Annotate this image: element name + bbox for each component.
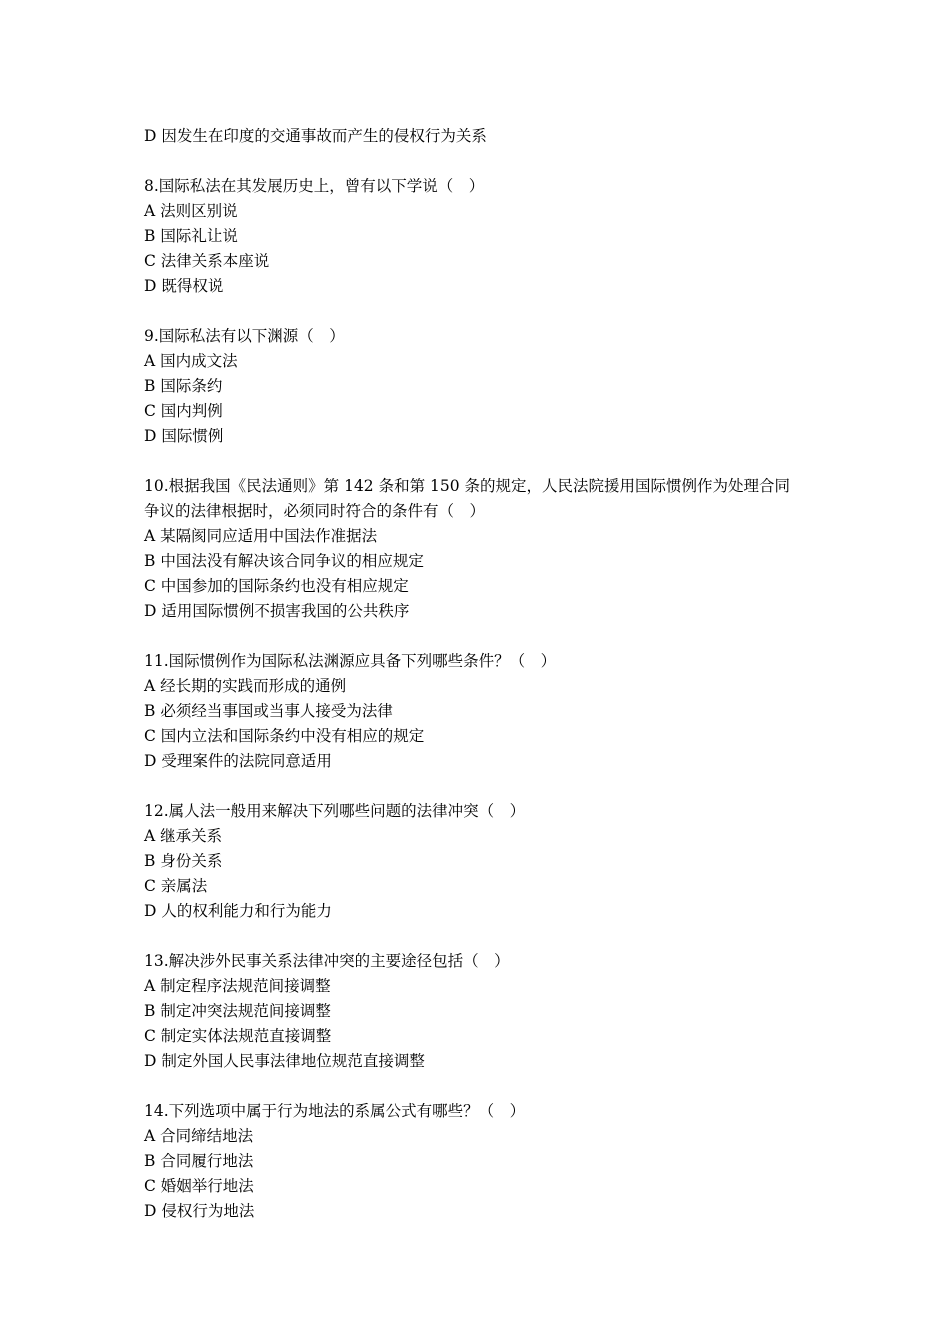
answer-option: B 制定冲突法规范间接调整 — [144, 1002, 331, 1020]
answer-option: D 国际惯例 — [144, 427, 224, 445]
question-stem: 13.解决涉外民事关系法律冲突的主要途径包括（ ） — [144, 952, 510, 970]
answer-option: D 侵权行为地法 — [144, 1202, 255, 1220]
answer-option: A 国内成文法 — [144, 352, 238, 370]
document-page — [144, 124, 824, 1224]
question-stem: 争议的法律根据时，必须同时符合的条件有（ ） — [144, 502, 486, 520]
answer-option: B 中国法没有解决该合同争议的相应规定 — [144, 552, 424, 570]
question-block — [144, 799, 824, 924]
blank-line — [144, 924, 824, 949]
question-block — [144, 1099, 824, 1224]
answer-option: C 亲属法 — [144, 877, 208, 895]
question-stem: 10.根据我国《民法通则》第 142 条和第 150 条的规定，人民法院援用国际惯例作为处理合同 — [144, 477, 791, 495]
blank-line — [144, 624, 824, 649]
answer-option: C 制定实体法规范直接调整 — [144, 1027, 332, 1045]
blank-line — [144, 449, 824, 474]
answer-option: D 既得权说 — [144, 277, 224, 295]
question-stem: 9.国际私法有以下渊源（ ） — [144, 327, 345, 345]
question-list — [144, 174, 824, 1224]
question-stem: 14.下列选项中属于行为地法的系属公式有哪些？（ ） — [144, 1102, 526, 1120]
answer-option: A 制定程序法规范间接调整 — [144, 977, 331, 995]
question-stem: 12.属人法一般用来解决下列哪些问题的法律冲突（ ） — [144, 802, 526, 820]
answer-option: A 继承关系 — [144, 827, 223, 845]
question-block — [144, 649, 824, 774]
question-block — [144, 474, 824, 624]
answer-option: B 国际条约 — [144, 377, 223, 395]
answer-option: C 中国参加的国际条约也没有相应规定 — [144, 577, 409, 595]
answer-option: B 合同履行地法 — [144, 1152, 254, 1170]
answer-option: B 必须经当事国或当事人接受为法律 — [144, 702, 393, 720]
answer-option: A 经长期的实践而形成的通例 — [144, 677, 347, 695]
blank-line — [144, 774, 824, 799]
answer-option: B 身份关系 — [144, 852, 223, 870]
answer-option: A 合同缔结地法 — [144, 1127, 254, 1145]
answer-option: A 某隔阂同应适用中国法作准据法 — [144, 527, 378, 545]
answer-option: C 法律关系本座说 — [144, 252, 270, 270]
answer-option: D 适用国际惯例不损害我国的公共秩序 — [144, 602, 410, 620]
answer-option: C 国内判例 — [144, 402, 223, 420]
question-stem: 8.国际私法在其发展历史上，曾有以下学说（ ） — [144, 177, 485, 195]
answer-option: C 国内立法和国际条约中没有相应的规定 — [144, 727, 425, 745]
blank-line — [144, 149, 824, 174]
blank-line — [144, 1074, 824, 1099]
answer-option: D 人的权利能力和行为能力 — [144, 902, 332, 920]
answer-option: A 法则区别说 — [144, 202, 238, 220]
question-block — [144, 949, 824, 1074]
question-block — [144, 174, 824, 299]
answer-option: D 制定外国人民事法律地位规范直接调整 — [144, 1052, 425, 1070]
blank-line — [144, 299, 824, 324]
question-stem: 11.国际惯例作为国际私法渊源应具备下列哪些条件？（ ） — [144, 652, 557, 670]
answer-option: D 受理案件的法院同意适用 — [144, 752, 332, 770]
carryover-option: D 因发生在印度的交通事故而产生的侵权行为关系 — [144, 127, 487, 145]
answer-option: C 婚姻举行地法 — [144, 1177, 254, 1195]
answer-option: B 国际礼让说 — [144, 227, 238, 245]
question-block — [144, 324, 824, 449]
